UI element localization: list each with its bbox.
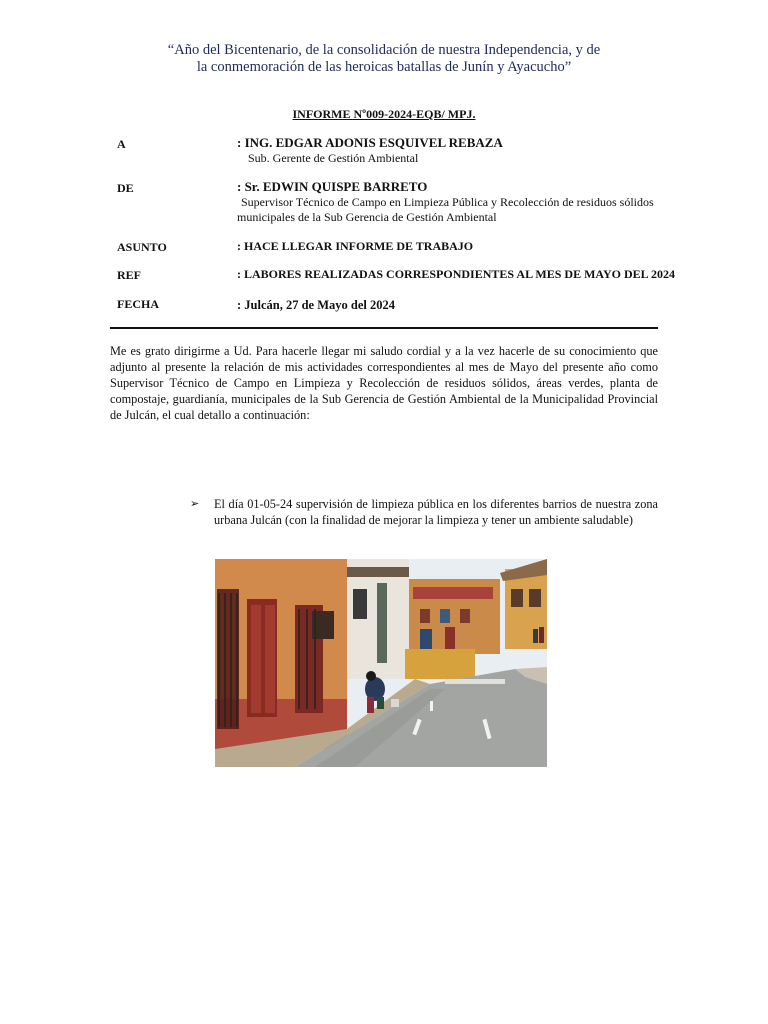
street-cleaning-photo: [215, 559, 547, 767]
to-value: [237, 135, 503, 166]
activity-list-item: [190, 496, 658, 528]
from-name: : Sr. EDWIN QUISPE BARRETO: [237, 179, 428, 194]
bicentennial-header-quote: [110, 42, 658, 76]
ref-value: : LABORES REALIZADAS CORRESPONDIENTES AL MES DE MAYO DEL 2024: [237, 267, 675, 281]
header-quote-line-1: “Año del Bicentenario, de la consolidación de nuestra Independencia, y de: [167, 42, 601, 58]
intro-paragraph: Me es grato dirigirme a Ud. Para hacerle llegar mi saludo cordial y a la vez hacerle de su conocimiento que adjunto al presente la relación de mis actividades correspondientes al mes de Mayo del presente año como Supervisor Técnico de Campo en Limpieza y Recolección de residuos sólidos, áreas verdes, planta de compostaje, guardianía, municipales de la Sub Gerencia de Gestión Ambiental de la Municipalidad Provincial de Julcán, el cual detallo a continuación:: [110, 344, 658, 422]
arrow-bullet-icon: ➢: [190, 497, 200, 510]
ref-label: REF: [117, 268, 141, 282]
activity-text: El día 01-05-24 supervisión de limpieza pública en los diferentes barrios de nuestra zona urbana Julcán (con la finalidad de mejorar la limpieza y tener un ambiente saludable): [214, 497, 658, 527]
to-name: : ING. EDGAR ADONIS ESQUIVEL REBAZA: [237, 135, 503, 150]
header-quote-line-2: la conmemoración de las heroicas batallas de Junín y Ayacucho”: [196, 59, 572, 75]
date-label: FECHA: [117, 297, 159, 311]
from-role-line-1: Supervisor Técnico de Campo en Limpieza Pública y Recolección de residuos sólidos: [241, 195, 654, 209]
to-role: Sub. Gerente de Gestión Ambiental: [248, 151, 419, 165]
subject-value: : HACE LLEGAR INFORME DE TRABAJO: [237, 239, 474, 253]
from-role-line-2: municipales de la Sub Gerencia de Gestión Ambiental: [237, 210, 497, 224]
to-label: A: [117, 137, 126, 151]
subject-label: ASUNTO: [117, 240, 167, 254]
header-divider: [110, 327, 658, 329]
date-value: : Julcán, 27 de Mayo del 2024: [237, 298, 395, 312]
report-title: INFORME Nº009-2024-EQB/ MPJ.: [292, 107, 476, 121]
from-value: [237, 179, 654, 225]
from-label: DE: [117, 181, 134, 195]
